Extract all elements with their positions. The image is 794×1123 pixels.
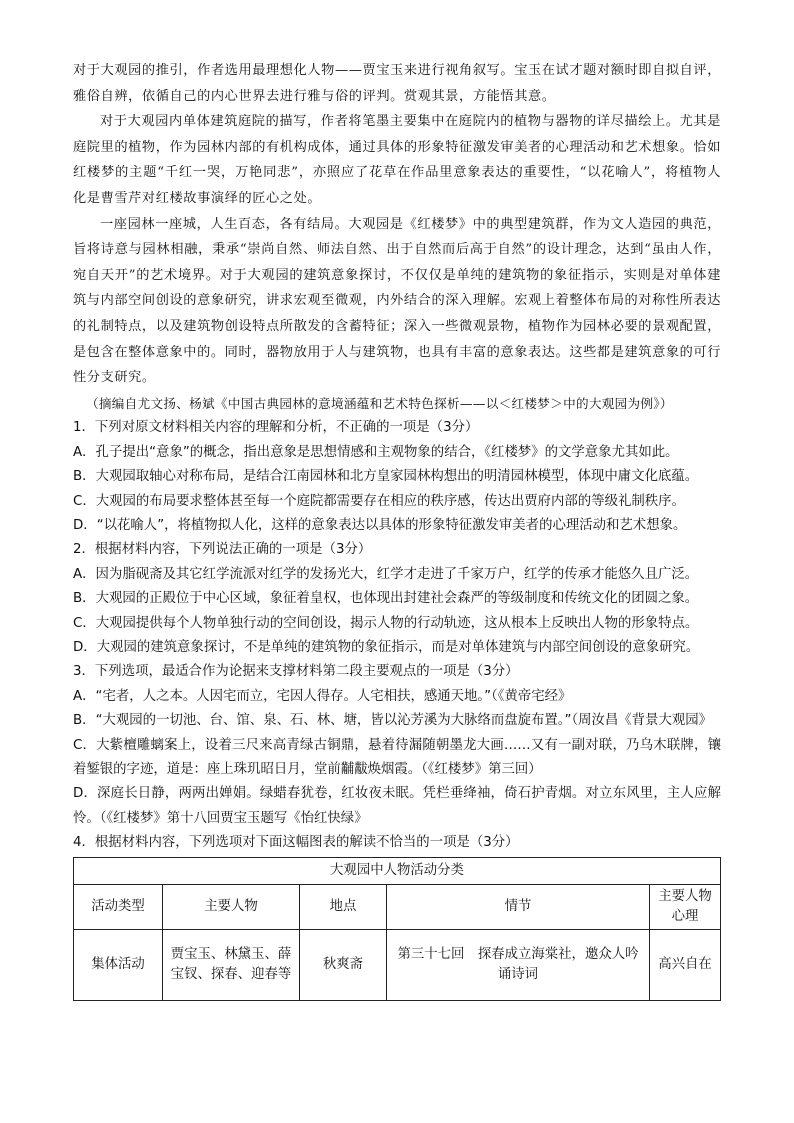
option-b[interactable]: B．大观园取轴心对称布局，是结合江南园林和北方皇家园林构想出的明清园林模型，体现中庸文化底蕴。 bbox=[73, 469, 699, 485]
table-cell: 秋爽斋 bbox=[300, 929, 387, 1000]
passage-paragraph-2: 对于大观园内单体建筑庭院的描写，作者将笔墨主要集中在庭院内的植物与器物的详尽描绘上。尤其是庭院里的植物，作为园林内部的有机构成体，通过具体的形象特征激发审美者的心理活动和艺术想象。恰如红楼梦的主题“千红一哭，万艳同悲”，亦照应了花草在作品里意象表达的重要性，“以花喻人”，将植物人化是曹雪芹对红楼故事演绎的匠心之处。 bbox=[73, 114, 722, 206]
table-cell: 贾宝玉、林黛玉、薛宝钗、探春、迎春等 bbox=[163, 929, 300, 1000]
table-header-cell: 活动类型 bbox=[74, 884, 163, 929]
option-d[interactable]: D．“以花喻人”，将植物拟人化，这样的意象表达以具体的形象特征激发审美者的心理活动和艺术想象。 bbox=[73, 517, 687, 533]
question-stem: 3．下列选项，最适合作为论据来支撑材料第二段主要观点的一项是（3分） bbox=[73, 664, 519, 680]
table-row bbox=[74, 929, 721, 1000]
passage-paragraph-3: 一座园林一座城，人生百态，各有结局。大观园是《红楼梦》中的典型建筑群，作为文人造园的典范，旨将诗意与园林相融，秉承“崇尚自然、师法自然、出于自然而后高于自然”的设计理念，达到“虽由人作，宛自天开”的艺术境界。对于大观园的建筑意象探讨，不仅仅是单纯的建筑物的象征指示，实则是对单体建筑与内部空间创设的意象研究，讲求宏观至微观，内外结合的深入理解。宏观上着整体布局的对称性所表达的礼制特点，以及建筑物创设特点所散发的含蓄特征；深入一些微观景物，植物作为园林必要的景观配置，是包含在整体意象中的。同时，器物放用于人与建筑物，也具有丰富的意象表达。这些都是建筑意象的可行性分支研究。 bbox=[73, 216, 722, 386]
question-stem: 4．根据材料内容，下列选项对下面这幅图表的解读不恰当的一项是（3分） bbox=[73, 835, 519, 851]
question-1 bbox=[73, 416, 721, 538]
option-c[interactable]: C．大紫檀雕螭案上，设着三尺来高青绿古铜鼎，悬着待漏随朝墨龙大画……又有一副对联，乃乌木联牌，镶着錾银的字迹，道是：座上珠玑昭日月，堂前黼黻焕烟霞。（《红楼梦》第三回） bbox=[73, 737, 721, 777]
option-c[interactable]: C．大观园提供每个人物单独行动的空间创设，揭示人物的行动轨迹，这从根本上反映出人物的形象特点。 bbox=[73, 615, 699, 631]
table-cell: 高兴自在 bbox=[650, 929, 721, 1000]
option-a[interactable]: A．孔子提出“意象”的概念，指出意象是思想情感和主观物象的结合，《红楼梦》的文学意象尤其如此。 bbox=[73, 444, 679, 460]
option-b[interactable]: B．“大观园的一切池、台、馆、泉、石、林、塘，皆以沁芳溪为大脉络而盘旋布置。”（周汝昌《背景大观园》 bbox=[73, 713, 713, 729]
option-d[interactable]: D．深庭长日静，两两出婵娟。绿蜡春犹卷，红妆夜未眠。凭栏垂绛袖，倚石护青烟。对立东风里，主人应解怜。（《红楼梦》第十八回贾宝玉题写《怡红快绿》 bbox=[73, 786, 721, 826]
table-header-cell: 情节 bbox=[387, 884, 650, 929]
passage-source: （摘编自尤文扬、杨斌《中国古典园林的意境涵蕴和艺术特色探析——以＜红楼梦＞中的大观园为例》） bbox=[86, 395, 673, 411]
exam-page bbox=[73, 58, 721, 1001]
option-d[interactable]: D．大观园的建筑意象探讨，不是单纯的建筑物的象征指示，而是对单体建筑与内部空间创设的意象研究。 bbox=[73, 639, 700, 655]
table-cell: 第三十七回 探春成立海棠社，邀众人吟诵诗词 bbox=[387, 929, 650, 1000]
table-header-row bbox=[74, 884, 721, 929]
question-2 bbox=[73, 538, 721, 660]
option-a[interactable]: A．“宅者，人之本。人因宅而立，宅因人得存。人宅相扶，感通天地。”（《黄帝宅经》 bbox=[73, 688, 572, 704]
table-cell: 集体活动 bbox=[74, 929, 163, 1000]
table-header-cell: 主要人物 bbox=[163, 884, 300, 929]
table-header-cell: 地点 bbox=[300, 884, 387, 929]
question-stem: 2．根据材料内容，下列说法正确的一项是（3分） bbox=[73, 542, 372, 558]
option-a[interactable]: A．因为脂砚斋及其它红学流派对红学的发扬光大，红学才走进了千家万户，红学的传承才能悠久且广泛。 bbox=[73, 566, 699, 582]
passage-paragraph-1: 对于大观园的推引，作者选用最理想化人物——贾宝玉来进行视角叙写。宝玉在试才题对额时即自拟自评，雅俗自辨，依循自己的内心世界去进行雅与俗的评判。赏观其景，方能悟其意。 bbox=[73, 63, 722, 104]
question-4 bbox=[73, 831, 721, 855]
question-3 bbox=[73, 660, 721, 831]
activity-table bbox=[73, 857, 721, 1001]
table-caption: 大观园中人物活动分类 bbox=[74, 857, 721, 884]
table-header-cell: 主要人物心理 bbox=[650, 884, 721, 929]
question-stem: 1．下列对原文材料相关内容的理解和分析，不正确的一项是（3分） bbox=[73, 420, 479, 436]
option-b[interactable]: B．大观园的正殿位于中心区域，象征着皇权，也体现出封建社会森严的等级制度和传统文化的团圆之象。 bbox=[73, 591, 699, 607]
option-c[interactable]: C．大观园的布局要求整体甚至每一个庭院都需要存在相应的秩序感，传达出贾府内部的等级礼制秩序。 bbox=[73, 493, 685, 509]
